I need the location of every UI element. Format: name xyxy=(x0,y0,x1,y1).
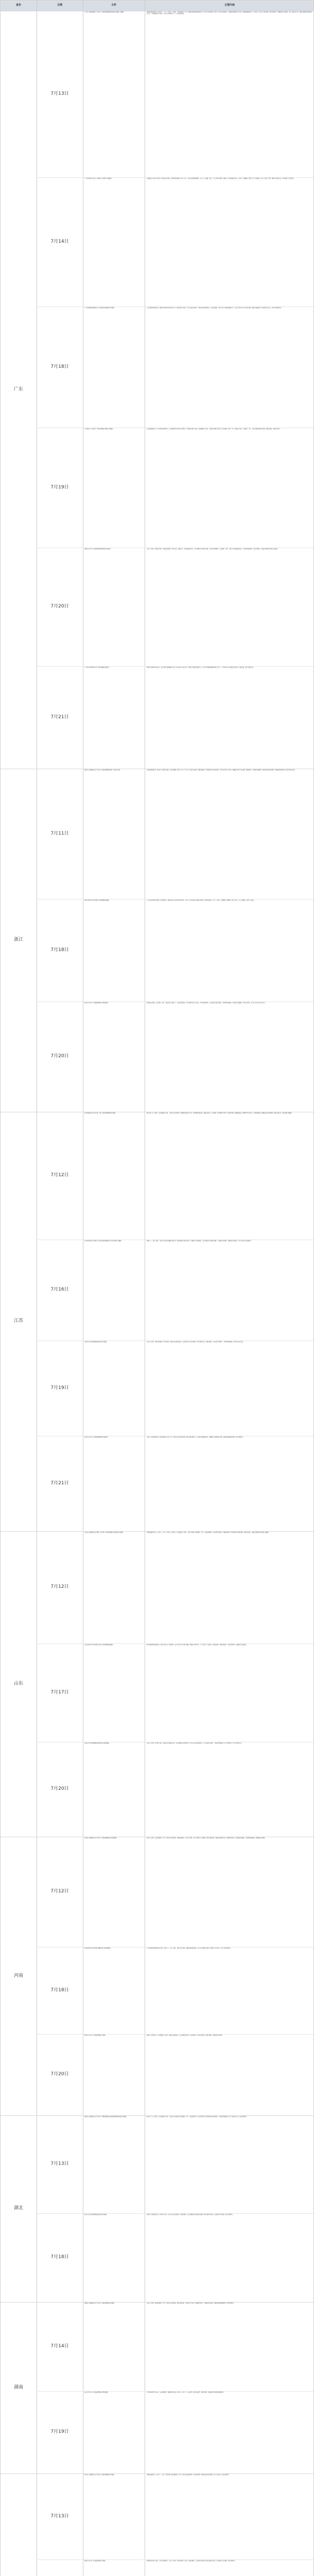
row-content: 建设国际消费中心城市，打造消费新场景；支持汽车消费，给予新能源汽车补贴；发放消费券；支持夜间经济发展；推动文旅体育消费；支持餐饮住宿业发展；优化消费环境。 xyxy=(147,2560,236,2562)
row-date: 7月13日 xyxy=(50,2513,69,2519)
header-province: 省份 xyxy=(15,4,21,7)
row-title: 关于印发《广州市进一步促进消费若干措施》的通知 xyxy=(84,428,113,430)
row-title: 湖南省人民政府办公厅关于进一步促进消费的若干措施 xyxy=(84,2302,114,2304)
row-province: 广东 xyxy=(13,386,23,392)
row-content: 围绕汽车、家居、餐饮、文旅等重点领域开展促消费行动；推动商圈步行街改造提升；开展老字号品牌建设；支持消费新业态新模式发展；完善城乡商业网络；加强消费市场监管，营造安全放心的消费环境。 xyxy=(147,1240,252,1242)
row-content: 各地要结合实际出台促进汽车消费的支持政策，加快推进新能源汽车推广应用，完善充电基础设施建设；支持二手车流通，优化二手车交易登记管理；鼓励汽车企业开展促销活动，丰富汽车金融服务；推动汽车后市场发展，培育汽车改装、租赁、赛事等消费新业态，持续释放汽车消费潜力。 xyxy=(147,178,295,179)
row-content: 在全省组织开展消费促进月活动，聚焦汽车、家电、餐饮、文旅等重点领域；鼓励各地发放消费券；支持企业开展让利促销；推动线上线下融合；营造良好消费氛围。 xyxy=(147,1947,232,1949)
row-content: 支持汽车消费，给予购车补贴；开展家电家居促销活动；支持商圈和特色街区建设；培育首店经济和夜间经济；支持文旅体育消费；完善消费基础设施；加大对餐饮住宿等行业的帮扶力度。 xyxy=(147,1742,243,1744)
row-title: 四川省人民政府办公厅关于进一步促进消费的若干措施 xyxy=(84,2474,114,2476)
row-title: 济南市关于促进消费恢复提质的若干政策措施 xyxy=(84,1742,109,1744)
row-content: 开展促消费系列活动，推动汽车、家电、家居等大宗消费，支持新能源汽车下乡，鼓励各地开展以旧换新活动；支持住房改善消费，优化住房公积金使用政策，支持刚性和改善性住房需求；鼓励发展夜间经济、首店经济，培育壮大新型消费；优化消费环境，加强消费者权益保护；加大金融支持力度，鼓励金融机构创新消费信贷产品，合理降低消费信贷成本；落实带薪休假制度，扩大文化旅游消费。 xyxy=(147,11,312,15)
row-content: 支持开展家居焕新活动，鼓励企业推出绿色智能家居产品；推进老旧小区改造，带动家装家居消费；完善废旧家居回收体系，支持以旧换新；提升家居产品质量和服务水平，支持家居企业线上线下融合发展；鼓励金融机构加大家居消费信贷支持，优化家居消费环境。 xyxy=(147,307,283,309)
row-title: 广东省商务厅关于进一步做好汽车消费工作的通知 xyxy=(84,178,112,179)
row-date: 7月18日 xyxy=(50,364,69,369)
row-province: 江苏 xyxy=(13,1318,23,1324)
row-date: 7月12日 xyxy=(50,1584,69,1590)
row-title: 郑州市关于进一步促进消费的若干措施 xyxy=(84,2035,106,2036)
row-content: 实施消费提振行动，举办系列促消费活动；支持商圈改造提升和步行街建设，打造国际消费中心城市；鼓励发展首店经济、夜间经济和数字消费；加大新能源汽车推广力度，增加购车指标；支持餐饮、住宿、文旅等服务消费恢复发展；发放消费券，激发市场活力。 xyxy=(147,428,281,430)
row-content: 开展促消费活动，支持汽车、家电、家居消费；推动新能源汽车下乡；促进文旅消费回暖；培育新型消费；推进县域商业体系建设；加大金融支持；优化消费环境。 xyxy=(147,2474,230,2476)
row-date: 7月17日 xyxy=(50,1689,69,1695)
row-content: 开展消费促进活动，支持汽车、家电、家居等大宗消费；扩大新能源汽车消费，完善充电设施；推动餐饮、住宿、文旅消费回暖；培育新型消费业态，发展夜间经济；推进县域商业体系建设；加强金融支持，鼓励金融机构优化消费信贷服务。 xyxy=(147,1532,270,1533)
row-content: 支持汽车消费，对购买新能源汽车给予奖励；开展家电以旧换新活动；支持餐饮住宿业恢复发展；举办消费季活动，发放消费券；培育夜经济集聚区；完善消费基础设施，提升城市商业品质。 xyxy=(147,1341,244,1343)
row-content: 打造国际消费中心城市，支持商圈提质；发展夜间经济和首店经济；支持汽车、家电消费；推动文旅消费；发放消费券；加强消费市场监管和服务保障。 xyxy=(147,2392,224,2393)
row-title: 江苏省政府办公厅关于进一步扩大和升级消费的若干措施 xyxy=(84,1112,115,1114)
row-province: 河南 xyxy=(13,1973,23,1978)
row-content: 开展汽车消费促进活动，给予购车补贴；支持家电家居以旧换新；发放消费券；支持商圈改造和夜间经济发展；推动文旅体育消费；支持餐饮业恢复发展；优化消费环境。 xyxy=(147,2214,234,2215)
row-title: 广东省关于推动内外贸一体化发展的实施意见 xyxy=(84,667,109,668)
row-title: 杭州市关于进一步提振消费的若干政策措施 xyxy=(84,1002,108,1004)
row-province: 湖北 xyxy=(13,2206,23,2211)
row-title: 成都市关于进一步促进消费的若干措施 xyxy=(84,2560,106,2562)
row-date: 7月20日 xyxy=(50,604,69,609)
row-date: 7月11日 xyxy=(50,831,69,836)
row-date: 7月12日 xyxy=(50,1889,69,1894)
row-date xyxy=(37,2560,83,2576)
row-date: 7月18日 xyxy=(50,2255,69,2260)
row-province: 山东 xyxy=(13,1681,23,1686)
row-date: 7月19日 xyxy=(50,1385,69,1391)
row-title: 山东省人民政府办公厅印发《关于进一步促进消费扩容提质的若干措施》 xyxy=(84,1532,124,1533)
row-date: 7月20日 xyxy=(50,1054,69,1059)
row-content: 在全省范围内组织开展汽车促消费活动，鼓励各地结合实际给予消费补贴；支持汽车企业和经销商开展让利促销；推动新能源汽车下乡；完善汽车金融服务，降低购车门槛；加快二手车市场发展，促进汽车流通。 xyxy=(147,900,255,901)
row-province: 浙江 xyxy=(13,937,23,943)
row-date: 7月19日 xyxy=(50,2429,69,2435)
row-title: 河南省商务厅关于开展“消费促进月”活动的通知 xyxy=(84,1947,111,1949)
row-date: 7月14日 xyxy=(50,2343,69,2349)
row-date: 7月20日 xyxy=(50,1786,69,1792)
row-content: 促进汽车消费，支持新能源汽车下乡；促进家电家居消费，开展以旧换新；支持住房消费，落实差别化住房信贷政策；推动文旅消费，开展文旅消费季活动；发展新型消费，支持直播电商发展；完善消费基础设施，加强县域商业建设。 xyxy=(147,1837,266,1839)
row-title: 长沙市关于进一步促进消费的若干政策措施 xyxy=(84,2392,108,2393)
row-content: 发放汽车消费补贴，支持新能源汽车消费；开展家电以旧换新；支持商圈提质升级；培育夜间经济；推动文旅消费；发放消费券；加强消费市场监管。 xyxy=(147,2035,223,2036)
row-content: 实施汽车消费补贴政策，推动新能源汽车推广应用；促进家电家居消费升级；推动文旅消费复苏，支持景区开展优惠活动；发展数字消费和绿色消费；加强商贸流通体系建设；优化消费环境。 xyxy=(147,1436,244,1438)
row-province xyxy=(1,2473,37,2576)
row-title: 深圳市关于进一步促进消费持续恢复的若干措施 xyxy=(84,548,111,550)
row-content: 稳定和扩大汽车消费，支持新能源汽车推广；促进家电家居消费，开展绿色智能家电下乡；提升服务消费品质，发展养老托育、文化旅游、体育健身等消费；培育新型消费，发展直播电商、即时零售等新业态；完善消费设施，加强县域商业体系建设；强化金融支持，优化消费信贷服务。 xyxy=(147,1112,293,1114)
row-title: 江苏省商务厅关于印发《江苏省促进消费提质扩容行动方案》的通知 xyxy=(84,1240,121,1242)
row-date: 7月21日 xyxy=(50,1480,69,1486)
row-date: 7月18日 xyxy=(50,947,69,953)
header-title: 文件 xyxy=(111,4,116,7)
row-date: 7月14日 xyxy=(50,239,69,244)
row-title: 广东省人民政府印发《关于进一步促进消费加快恢复的若干措施》的通知 xyxy=(84,11,124,13)
row-content: 组织开展系列促消费活动，推动“好品山东”品牌建设；支持企业线上线下融合发展；开展老字号嘉年华、汽车消费节等主题活动；发放消费券，激发消费潜力；优化消费环境，加强消费者权益保护。 xyxy=(147,1644,248,1646)
header-content: 主要内容 xyxy=(224,4,235,7)
row-content: 支持汽车消费，新增购车指标，对购买新能源汽车给予补贴；开展家电、家居以旧换新活动；支持商圈和步行街改造升级，培育新型消费场景；支持餐饮、零售、文旅等行业开展促销活动；完善消费基础设施，优化消费环境，加强市场监管和消费者权益保护。 xyxy=(147,548,279,550)
row-title: 苏州市关于进一步促进消费增长的实施意见 xyxy=(84,1436,108,1438)
row-title: 湖北省人民政府办公厅关于进一步释放消费潜力促进消费持续恢复的若干措施 xyxy=(84,2116,127,2117)
row-title: 南京市关于促进消费加快恢复的若干措施 xyxy=(84,1341,107,1343)
row-title: 浙江省人民政府办公厅关于进一步促进消费恢复和扩大的若干意见 xyxy=(84,769,120,771)
row-date: 7月12日 xyxy=(50,1173,69,1178)
row-title: 山东省商务厅关于开展“好品山东”促消费活动的通知 xyxy=(84,1644,113,1646)
row-title: 浙江省商务厅关于开展汽车促消费活动的通知 xyxy=(84,900,109,901)
header-date: 日期 xyxy=(57,4,62,7)
row-date: 7月18日 xyxy=(50,1987,69,1993)
row-date: 7月13日 xyxy=(50,2161,69,2167)
row-content: 稳定汽车等大宗消费，支持新能源汽车推广；促进家电家居消费；推动餐饮、住宿、文旅消费恢复；培育新型消费；推进县域商业体系建设；完善消费基础设施；加大金融支持力度；优化消费环境。 xyxy=(147,2116,248,2117)
row-province: 湖南 xyxy=(13,2384,23,2390)
row-content: 支持汽车消费，推动新能源汽车下乡；促进家电家居消费；推动文旅消费，举办系列节庆活动；发展新型消费；完善城乡商业网络；加强消费基础设施建设；优化消费环境。 xyxy=(147,2302,235,2304)
row-title: 河南省人民政府办公厅关于进一步促进消费的若干政策措施 xyxy=(84,1837,117,1839)
row-date: 7月21日 xyxy=(50,714,69,720)
row-content: 发放数字消费券，支持餐饮、零售、文旅消费；开展汽车、家电促消费活动；培育夜间经济和首店经济，打造消费新场景；支持商贸企业做大做强；完善消费基础设施，提升城市消费能级；优化营商环境，加大对市场主体的支持力度。 xyxy=(147,1002,266,1004)
row-date: 7月13日 xyxy=(50,91,69,96)
row-date: 7月16日 xyxy=(50,1287,69,1293)
row-date: 7月20日 xyxy=(50,2072,69,2077)
row-title: 广东省发展和改革委员会关于促进家居消费的若干措施 xyxy=(84,307,114,309)
row-content: 推动内外贸标准认证衔接，支持外贸企业拓展国内市场；培育内外贸一体化企业，建设内外贸融合发展平台；支持企业开展同线同标同质产品生产；完善内外贸一体化政策支持体系，加强金融、保险等服务支持。 xyxy=(147,667,255,668)
row-date: 7月19日 xyxy=(50,484,69,490)
row-title: 武汉市关于促进消费加快恢复的若干措施 xyxy=(84,2214,107,2215)
row-content: 实施消费提振行动，推动汽车消费扩容提质，支持新能源汽车推广应用；扩大电子产品和家电消费，开展以旧换新；提升餐饮住宿和文旅消费，支持举办各类节庆活动；发展数字消费、绿色消费、健康消费；完善城乡消费网络，推动县域商业体系建设；加强消费环境建设，提升消费者满意度。 xyxy=(147,769,296,771)
